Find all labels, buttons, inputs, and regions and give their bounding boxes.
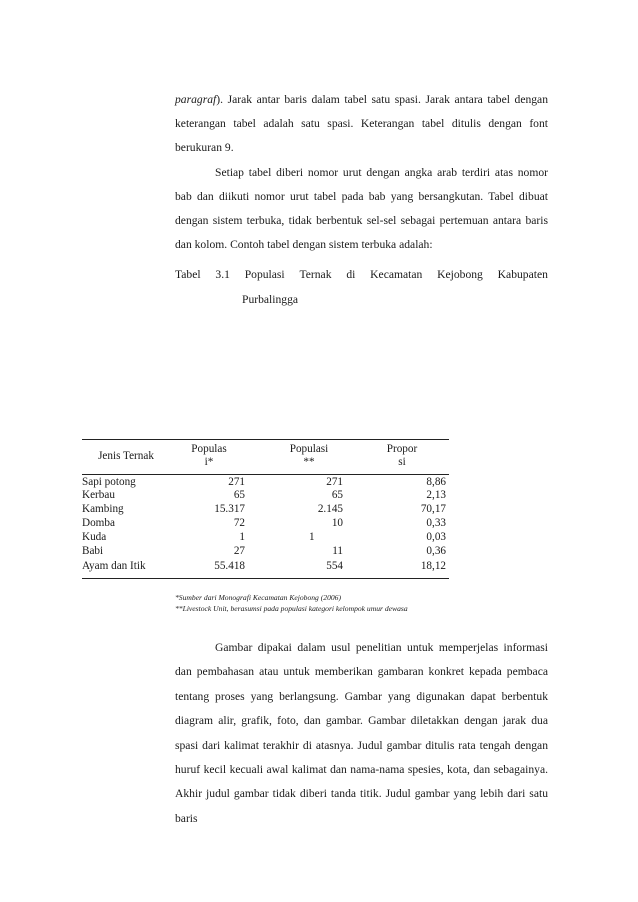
header-populasi-1-line-a: Populas [191, 443, 227, 455]
cell-pop2: 65 [331, 489, 343, 501]
cell-jenis: Kerbau [82, 489, 115, 501]
cell-prop: 0,36 [426, 545, 446, 557]
caption-word: Populasi [244, 268, 285, 281]
cell-pop2: 11 [332, 545, 343, 557]
table-caption-line-2: Purbalingga [242, 293, 299, 306]
header-populasi-2-line-b: ** [303, 456, 315, 468]
cell-prop: 8,86 [426, 476, 446, 488]
cell-prop: 0,03 [426, 531, 446, 543]
table-footnote-livestock-unit: **Livestock Unit, berasumsi pada populasi kategori kelompok umur dewasa [175, 604, 408, 613]
cell-pop1: 271 [228, 476, 245, 488]
cell-jenis: Kuda [82, 531, 107, 543]
header-populasi-1 [178, 443, 240, 469]
header-proporsi [372, 443, 432, 469]
table-top-rule [82, 439, 449, 440]
paragraph-2: Setiap tabel diberi nomor urut dengan angka arab terdiri atas nomor bab dan diikuti nomor urut tabel pada bab yang bersangkutan. Tabel dibuat dengan sistem terbuka, tidak berbentuk sel-sel sebagai pertemuan antara baris dan kolom. Contoh tabel dengan sistem terbuka adalah: [175, 165, 548, 252]
cell-pop2: 2.145 [317, 503, 343, 515]
caption-word: 3.1 [215, 268, 230, 281]
paragraph-1 [175, 88, 548, 161]
cell-prop: 2,13 [426, 489, 446, 501]
paragraph-3: Gambar dipakai dalam usul penelitian untuk memperjelas informasi dan pembahasan atau untuk memberikan gambaran konkret kepada pembaca tentang proses yang berlangsung. Gambar yang digunakan dapat berbentuk diagram alir, grafik, foto, dan gambar. Gambar diletakkan dengan jarak dua spasi dari kalimat terakhir di atasnya. Judul gambar ditulis rata tengah dengan huruf kecil kecuali awal kalimat dan nama-nama spesies, kota, dan sebagainya. Akhir judul gambar tidak diberi tanda titik. Judul gambar yang lebih dari satu baris [175, 641, 548, 825]
header-proporsi-line-a: Propor [386, 443, 418, 455]
cell-pop1: 72 [233, 517, 245, 529]
header-jenis-ternak: Jenis Ternak [98, 450, 154, 462]
caption-word: Kejobong [437, 268, 483, 281]
cell-prop: 18,12 [420, 560, 446, 572]
header-populasi-1-line-b: i* [204, 456, 214, 468]
cell-pop1: 15.317 [214, 503, 245, 515]
cell-pop2: 271 [326, 476, 343, 488]
caption-word: Kabupaten [497, 268, 548, 281]
bottom-text-block [175, 636, 548, 831]
cell-jenis: Sapi potong [82, 476, 136, 488]
table-footnote-source: *Sumber dari Monografi Kecamatan Kejobong (2006) [175, 593, 341, 602]
table-caption-line-1 [175, 263, 548, 287]
cell-pop1: 65 [233, 489, 245, 501]
paragraph-1-text: ). Jarak antar baris dalam tabel satu spasi. Jarak antara tabel dengan keterangan tabel adalah satu spasi. Keterangan tabel ditulis dengan font berukuran 9. [175, 93, 548, 155]
cell-pop2: 554 [326, 560, 343, 572]
cell-prop: 0,33 [426, 517, 446, 529]
header-populasi-2-line-a: Populasi [289, 443, 329, 455]
caption-word: Tabel [175, 268, 201, 281]
cell-jenis: Kambing [82, 503, 124, 515]
caption-word: Kecamatan [370, 268, 423, 281]
table-bottom-rule [82, 578, 449, 579]
paragraph-1-italic: paragraf [175, 93, 217, 106]
cell-pop1: 1 [239, 531, 245, 543]
cell-jenis: Ayam dan Itik [82, 560, 146, 572]
caption-word: di [346, 268, 356, 281]
cell-pop1: 27 [233, 545, 245, 557]
top-text-block [175, 88, 548, 257]
table-header-rule [82, 474, 449, 475]
cell-pop1: 55.418 [214, 560, 245, 572]
caption-word: Ternak [299, 268, 332, 281]
cell-pop2: 10 [331, 517, 343, 529]
cell-jenis: Babi [82, 545, 104, 557]
header-proporsi-line-b: si [398, 456, 406, 468]
cell-pop2: 1 [309, 531, 315, 543]
cell-prop: 70,17 [420, 503, 446, 515]
cell-jenis: Domba [82, 517, 115, 529]
header-populasi-2 [276, 443, 342, 469]
